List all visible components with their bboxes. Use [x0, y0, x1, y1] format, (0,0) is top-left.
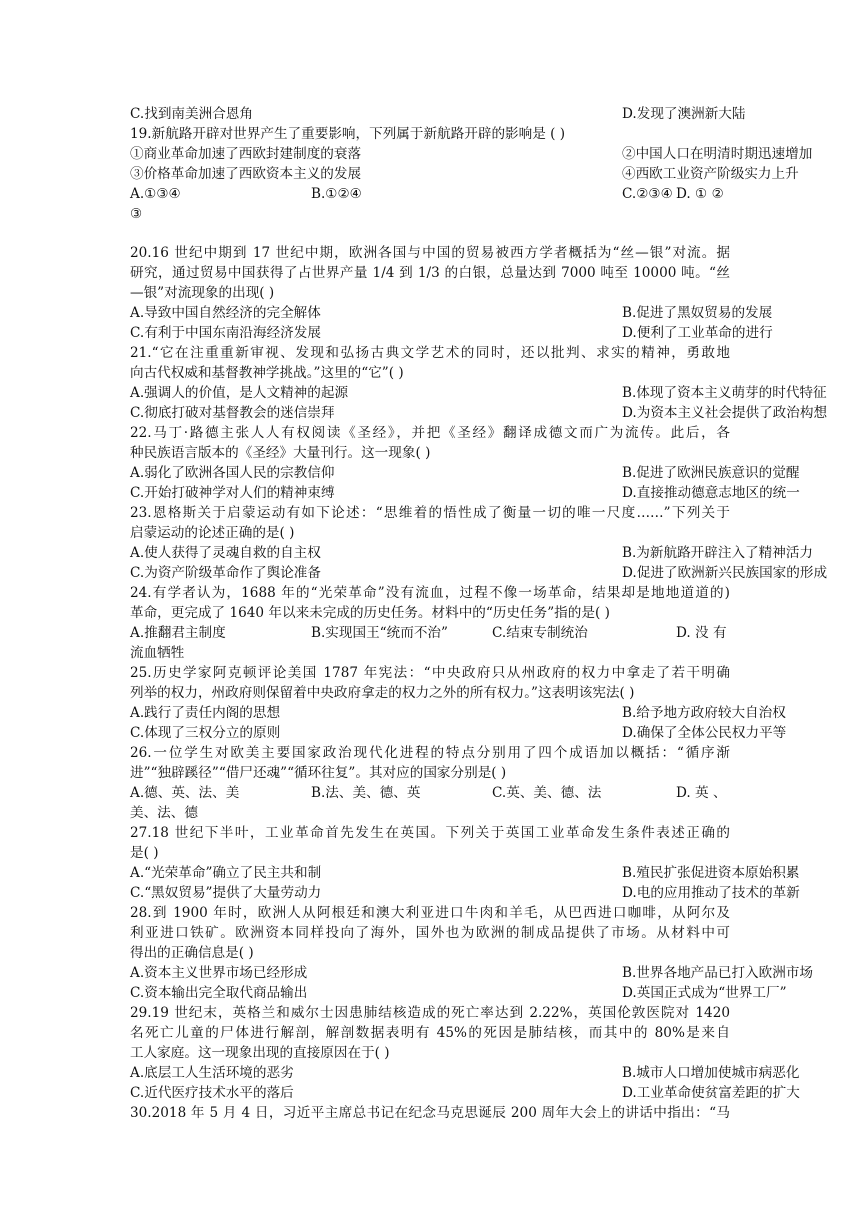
question-stem: 19.新航路开辟对世界产生了重要影响，下列属于新航路开辟的影响是 ( ) [130, 126, 566, 142]
option-b: B.体现了资本主义萌芽的时代特征 [622, 385, 827, 401]
question-stem-line: 工人家庭。这一现象出现的直接原因在于( ) [130, 1045, 390, 1061]
option-c: C.彻底打破对基督教会的迷信崇拜 [130, 405, 335, 421]
options-row [130, 463, 800, 483]
option-c: C.有利于中国东南沿海经济发展 [130, 325, 321, 341]
statement-1: ①商业革命加速了西欧封建制度的衰落 [130, 146, 362, 162]
option-a: A.践行了责任内阁的思想 [130, 705, 281, 721]
options-row [130, 963, 814, 983]
question-stem-line: —银”对流现象的出现( ) [130, 285, 275, 301]
option-c: C.找到南美洲合恩角 [130, 106, 253, 122]
question-stem-line: 30.2018 年 5 月 4 日，习近平主席总书记在纪念马克思诞辰 200 周年大会上的讲话中指出：“马 [130, 1105, 730, 1121]
question-stem-line: 22.马丁·路德主张人人有权阅读《圣经》，并把《圣经》翻译成德文而广为流传。此后，各 [130, 425, 730, 441]
options-row [130, 883, 800, 903]
option-d: D.发现了澳洲新大陆 [622, 106, 746, 122]
option-d: D.确保了全体公民权力平等 [622, 725, 787, 741]
option-b: B.城市人口增加使城市病恶化 [622, 1065, 800, 1081]
question-stem-line: 名死亡儿童的尸体进行解剖，解剖数据表明有 45%的死因是肺结核，而其中的 80%是来自 [130, 1025, 730, 1041]
option-b: B.给予地方政府较大自治权 [622, 705, 786, 721]
question-stem-line: 21.“它在注重重新审视、发现和弘扬古典文学艺术的同时，还以批判、求实的精神，勇敢地 [130, 345, 730, 361]
question-stem-line: 进”“独辟蹊径”“借尸还魂”“循环往复”。其对应的国家分别是( ) [130, 765, 507, 781]
question-stem-line: 27.18 世纪下半叶，工业革命首先发生在英国。下列关于英国工业革命发生条件表述正确的 [130, 825, 730, 841]
option-b: B.为新航路开辟注入了精神活力 [622, 545, 814, 561]
option-d: D. ① ② [676, 186, 724, 202]
options-row [130, 323, 773, 343]
option-a: A.德、英、法、美 [130, 785, 240, 801]
options-row [130, 184, 724, 204]
option-a: A.资本主义世界市场已经形成 [130, 965, 308, 981]
option-c: C.近代医疗技术水平的落后 [130, 1085, 294, 1101]
option-c: C.资本输出完全取代商品输出 [130, 985, 308, 1001]
option-d: D.英国正式成为“世界工厂” [622, 985, 787, 1001]
option-c: C.体现了三权分立的原则 [130, 725, 281, 741]
question-stem-line: 革命，更完成了 1640 年以来未完成的历史任务。材料中的“历史任务”指的是( ) [130, 605, 610, 621]
statement-3: ③价格革命加速了西欧资本主义的发展 [130, 166, 362, 182]
question-stem-line: 利亚进口铁矿。欧洲资本同样投向了海外，国外也为欧洲的制成品提供了市场。从材料中可 [130, 925, 730, 941]
question-stem-line: 29.19 世纪末，英格兰和威尔士因患肺结核造成的死亡率达到 2.22%，英国伦敦医院对 1420 [130, 1005, 730, 1021]
question-stem-line: 是( ) [130, 845, 159, 861]
option-b: B.实现国王“统而不治” [311, 625, 448, 641]
options-row [130, 483, 800, 503]
options-row [130, 543, 814, 563]
option-a: A.导致中国自然经济的完全解体 [130, 305, 321, 321]
options-row [130, 403, 828, 423]
option-a: A.“光荣革命”确立了民主共和制 [130, 865, 322, 881]
option-d-continued: ③ [130, 206, 143, 222]
statement-2: ②中国人口在明清时期迅速增加 [622, 146, 813, 162]
question-stem-line: 28.到 1900 年时，欧洲人从阿根廷和澳大利亚进口牛肉和羊毛，从巴西进口咖啡，从阿尔及 [130, 905, 730, 921]
option-d: D.便利了工业革命的进行 [622, 325, 773, 341]
option-d: D. 没 有 [676, 625, 727, 641]
option-c: C.②③④ [622, 186, 673, 202]
options-row [130, 783, 727, 803]
question-stem-line: 25.历史学家阿克顿评论美国 1787 年宪法：“中央政府只从州政府的权力中拿走了若干明确 [130, 665, 730, 681]
option-a: A.底层工人生活环境的恶劣 [130, 1065, 294, 1081]
statement-row [130, 144, 813, 164]
question-stem-line: 23.恩格斯关于启蒙运动有如下论述：“思维着的悟性成了衡量一切的唯一尺度……”下列关于 [130, 505, 730, 521]
statement-row [130, 164, 799, 184]
question-stem-line: 26.一位学生对欧美主要国家政治现代化进程的特点分别用了四个成语加以概括：“循序渐 [130, 745, 730, 761]
option-b: B.促进了黑奴贸易的发展 [622, 305, 773, 321]
option-b: B.①②④ [311, 186, 362, 202]
option-c: C.为资产阶级革命作了舆论准备 [130, 565, 321, 581]
options-row [130, 1083, 800, 1103]
option-d: D. 英 、 [676, 785, 727, 801]
option-c: C.英、美、德、法 [492, 785, 602, 801]
option-b: B.殖民扩张促进资本原始积累 [622, 865, 800, 881]
question-18-options-cd [130, 104, 746, 124]
option-d-continued: 流血牺牲 [130, 645, 185, 661]
options-row [130, 303, 773, 323]
option-b: B.世界各地产品已打入欧洲市场 [622, 965, 814, 981]
option-d: D.为资本主义社会提供了政治构想 [622, 405, 828, 421]
option-d: D.促进了欧洲新兴民族国家的形成 [622, 565, 828, 581]
option-b: B.法、美、德、英 [311, 785, 421, 801]
options-row [130, 703, 786, 723]
option-c: C.结束专制统治 [492, 625, 588, 641]
question-stem-line: 列举的权力，州政府则保留着中央政府拿走的权力之外的所有权力。”这表明该宪法( ) [130, 685, 635, 701]
option-a: A.弱化了欧洲各国人民的宗教信仰 [130, 465, 335, 481]
options-row [130, 863, 800, 883]
options-row [130, 383, 827, 403]
option-d: D.电的应用推动了技术的革新 [622, 885, 800, 901]
option-d-continued: 美、法、德 [130, 805, 198, 821]
question-stem-line: 启蒙运动的论述正确的是( ) [130, 525, 295, 541]
question-stem-line: 种民族语言版本的《圣经》大量刊行。这一现象( ) [130, 445, 431, 461]
option-a: A.强调人的价值，是人文精神的起源 [130, 385, 349, 401]
option-d: D.直接推动德意志地区的统一 [622, 485, 800, 501]
options-row [130, 623, 727, 643]
options-row [130, 723, 787, 743]
question-stem-line: 24.有学者认为，1688 年的“光荣革命”没有流血，过程不像一场革命，结果却是地地道道的) [130, 585, 730, 601]
question-stem-line: 研究，通过贸易中国获得了占世界产量 1/4 到 1/3 的白银，总量达到 7000 吨至 10000 吨。“丝 [130, 265, 730, 281]
question-stem-line: 向古代权威和基督教神学挑战。”这里的“它”( ) [130, 365, 404, 381]
option-d: D.工业革命使贫富差距的扩大 [622, 1085, 800, 1101]
options-row [130, 1063, 800, 1083]
option-a: A.使人获得了灵魂自救的自主权 [130, 545, 321, 561]
question-stem-line: 得出的正确信息是( ) [130, 945, 254, 961]
option-a: A.推翻君主制度 [130, 625, 226, 641]
option-a: A.①③④ [130, 186, 181, 202]
statement-4: ④西欧工业资产阶级实力上升 [622, 166, 799, 182]
option-c: C.“黑奴贸易”提供了大量劳动力 [130, 885, 322, 901]
options-row [130, 983, 787, 1003]
question-stem-line: 20.16 世纪中期到 17 世纪中期，欧洲各国与中国的贸易被西方学者概括为“丝—银”对流。据 [130, 245, 730, 261]
option-c: C.开始打破神学对人们的精神束缚 [130, 485, 335, 501]
option-b: B.促进了欧洲民族意识的觉醒 [622, 465, 800, 481]
options-row [130, 563, 828, 583]
